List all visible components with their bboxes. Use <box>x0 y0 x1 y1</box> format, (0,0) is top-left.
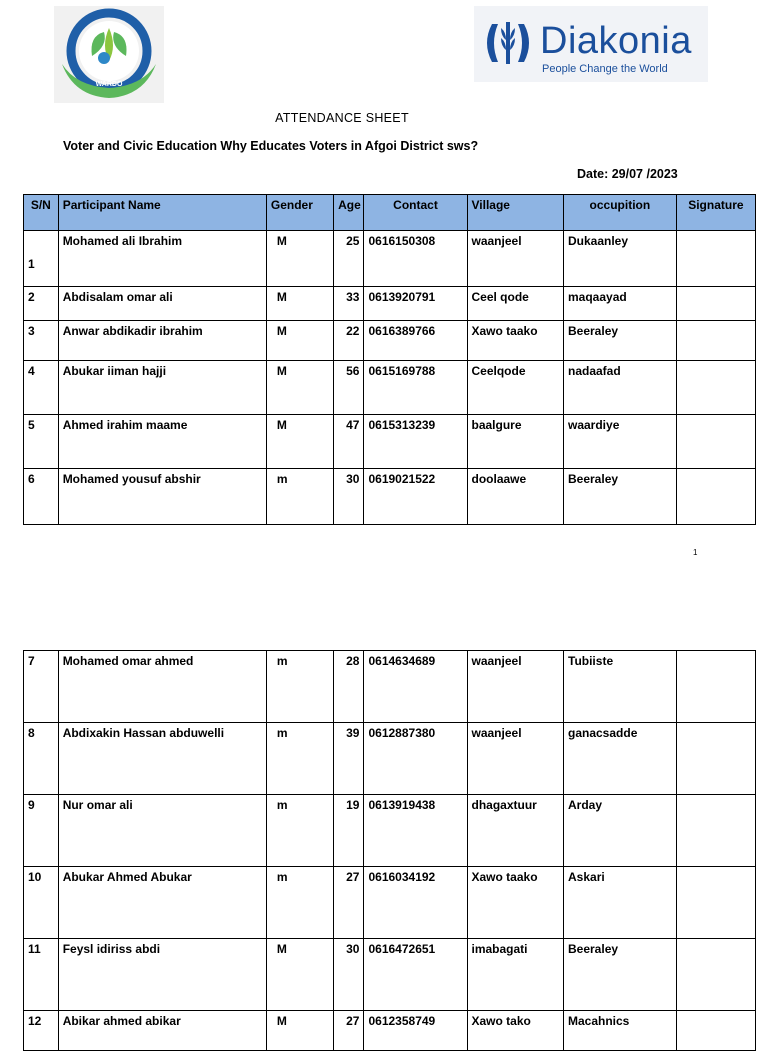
cell-gender: M <box>266 231 333 287</box>
cell-age: 25 <box>334 231 364 287</box>
attendance-table-part-2 <box>23 650 756 1051</box>
cell-name: Ahmed irahim maame <box>58 415 266 469</box>
cell-gender: m <box>266 867 333 939</box>
cell-occupation: nadaafad <box>564 361 677 415</box>
cell-name: Nur omar ali <box>58 795 266 867</box>
cell-gender: M <box>266 361 333 415</box>
cell-sn: 4 <box>24 361 59 415</box>
diakonia-logo <box>474 6 708 82</box>
cell-contact: 0616472651 <box>364 939 467 1011</box>
cell-gender: M <box>266 939 333 1011</box>
cell-name: Mohamed omar ahmed <box>58 651 266 723</box>
cell-name: Abukar Ahmed Abukar <box>58 867 266 939</box>
cell-sn: 6 <box>24 469 59 525</box>
cell-sn: 12 <box>24 1011 59 1051</box>
cell-village: waanjeel <box>467 231 564 287</box>
cell-age: 30 <box>334 469 364 525</box>
table-row <box>24 415 756 469</box>
cell-occupation: Tubiiste <box>564 651 677 723</box>
cell-signature <box>676 939 755 1011</box>
cell-gender: m <box>266 795 333 867</box>
table-row <box>24 287 756 321</box>
table-row <box>24 939 756 1011</box>
cell-village: waanjeel <box>467 723 564 795</box>
cell-signature <box>676 287 755 321</box>
cell-village: imabagati <box>467 939 564 1011</box>
cell-age: 33 <box>334 287 364 321</box>
cell-sn: 1 <box>24 231 59 287</box>
cell-occupation: waardiye <box>564 415 677 469</box>
table-row <box>24 795 756 867</box>
table-row <box>24 651 756 723</box>
cell-age: 27 <box>334 867 364 939</box>
wardo-logo <box>54 6 164 103</box>
cell-gender: m <box>266 723 333 795</box>
cell-name: Abdisalam omar ali <box>58 287 266 321</box>
cell-contact: 0613919438 <box>364 795 467 867</box>
cell-name: Mohamed ali Ibrahim <box>58 231 266 287</box>
cell-occupation: Beeraley <box>564 469 677 525</box>
header-contact: Contact <box>364 195 467 231</box>
cell-name: Mohamed yousuf abshir <box>58 469 266 525</box>
header-participant-name: Participant Name <box>58 195 266 231</box>
cell-age: 30 <box>334 939 364 1011</box>
cell-age: 19 <box>334 795 364 867</box>
cell-name: Abikar ahmed abikar <box>58 1011 266 1051</box>
header-occupation: occupition <box>564 195 677 231</box>
table-header-row <box>24 195 756 231</box>
cell-occupation: Askari <box>564 867 677 939</box>
cell-signature <box>676 361 755 415</box>
cell-gender: M <box>266 321 333 361</box>
cell-contact: 0614634689 <box>364 651 467 723</box>
cell-signature <box>676 469 755 525</box>
cell-village: Ceel qode <box>467 287 564 321</box>
cell-occupation: Beeraley <box>564 939 677 1011</box>
cell-occupation: Arday <box>564 795 677 867</box>
date-label: Date: 29/07 /2023 <box>577 167 678 181</box>
cell-sn: 2 <box>24 287 59 321</box>
cell-sn: 5 <box>24 415 59 469</box>
cell-name: Anwar abdikadir ibrahim <box>58 321 266 361</box>
header-village: Village <box>467 195 564 231</box>
table-row <box>24 469 756 525</box>
cell-sn: 8 <box>24 723 59 795</box>
cell-contact: 0616034192 <box>364 867 467 939</box>
header-sn: S/N <box>24 195 59 231</box>
cell-occupation: Beeraley <box>564 321 677 361</box>
table-row <box>24 361 756 415</box>
cell-signature <box>676 1011 755 1051</box>
cell-signature <box>676 231 755 287</box>
cell-occupation: Macahnics <box>564 1011 677 1051</box>
cell-age: 28 <box>334 651 364 723</box>
header-gender: Gender <box>266 195 333 231</box>
cell-sn: 3 <box>24 321 59 361</box>
cell-contact: 0612358749 <box>364 1011 467 1051</box>
cell-age: 22 <box>334 321 364 361</box>
diakonia-tagline: People Change the World <box>542 63 668 75</box>
table-row <box>24 231 756 287</box>
table-row <box>24 723 756 795</box>
cell-gender: m <box>266 469 333 525</box>
cell-occupation: Dukaanley <box>564 231 677 287</box>
cell-village: waanjeel <box>467 651 564 723</box>
cell-occupation: maqaayad <box>564 287 677 321</box>
cell-gender: m <box>266 651 333 723</box>
cell-signature <box>676 651 755 723</box>
cell-contact: 0613920791 <box>364 287 467 321</box>
page-subtitle: Voter and Civic Education Why Educates Voters in Afgoi District sws? <box>63 139 479 153</box>
cell-name: Abdixakin Hassan abduwelli <box>58 723 266 795</box>
cell-village: Xawo taako <box>467 321 564 361</box>
cell-gender: M <box>266 415 333 469</box>
page-title: ATTENDANCE SHEET <box>275 111 409 125</box>
cell-gender: M <box>266 1011 333 1051</box>
page-number: 1 <box>693 548 698 557</box>
cell-village: doolaawe <box>467 469 564 525</box>
cell-name: Feysl idiriss abdi <box>58 939 266 1011</box>
cell-age: 27 <box>334 1011 364 1051</box>
cell-village: Ceelqode <box>467 361 564 415</box>
cell-village: Xawo tako <box>467 1011 564 1051</box>
cell-contact: 0615313239 <box>364 415 467 469</box>
cell-signature <box>676 321 755 361</box>
cell-contact: 0616389766 <box>364 321 467 361</box>
cell-contact: 0619021522 <box>364 469 467 525</box>
cell-age: 39 <box>334 723 364 795</box>
header-age: Age <box>334 195 364 231</box>
header-signature: Signature <box>676 195 755 231</box>
cell-signature <box>676 867 755 939</box>
cell-signature <box>676 795 755 867</box>
cell-contact: 0615169788 <box>364 361 467 415</box>
cell-contact: 0616150308 <box>364 231 467 287</box>
cell-signature <box>676 415 755 469</box>
attendance-table-part-1 <box>23 194 756 525</box>
cell-sn: 10 <box>24 867 59 939</box>
cell-age: 47 <box>334 415 364 469</box>
table-row <box>24 321 756 361</box>
cell-sn: 7 <box>24 651 59 723</box>
cell-occupation: ganacsadde <box>564 723 677 795</box>
cell-age: 56 <box>334 361 364 415</box>
table-row <box>24 1011 756 1051</box>
cell-sn: 11 <box>24 939 59 1011</box>
cell-contact: 0612887380 <box>364 723 467 795</box>
cell-village: baalgure <box>467 415 564 469</box>
cell-name: Abukar iiman hajji <box>58 361 266 415</box>
wardo-logo-text: WARDO <box>95 81 123 88</box>
diakonia-name: Diakonia <box>540 20 692 62</box>
table-row <box>24 867 756 939</box>
cell-sn: 9 <box>24 795 59 867</box>
cell-village: dhagaxtuur <box>467 795 564 867</box>
cell-gender: M <box>266 287 333 321</box>
cell-village: Xawo taako <box>467 867 564 939</box>
cell-signature <box>676 723 755 795</box>
